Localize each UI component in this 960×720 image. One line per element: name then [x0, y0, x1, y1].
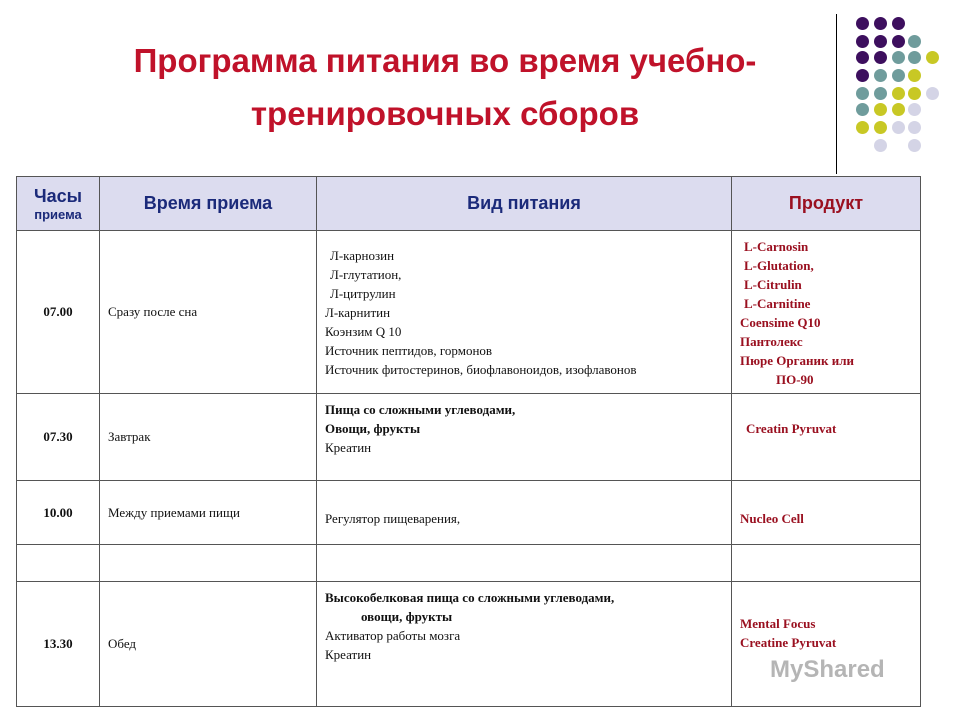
food-item: Источник пептидов, гормонов: [325, 342, 493, 358]
decorative-dot: [856, 121, 869, 134]
header-hours-label: Часы: [33, 185, 83, 206]
decorative-dot: [892, 69, 905, 82]
product-item: L-Carnosin: [744, 239, 809, 254]
hour: 10.00: [17, 481, 100, 545]
header-hours: [17, 177, 100, 231]
table-row: [17, 582, 921, 707]
decorative-dot: [856, 51, 869, 64]
food: Регулятор пищеварения,: [317, 481, 732, 545]
decorative-dot: [856, 35, 869, 48]
decorative-dot: [908, 51, 921, 64]
empty-cell: [732, 545, 921, 582]
decorative-dot: [892, 51, 905, 64]
food: [317, 582, 732, 707]
decorative-dot: [856, 103, 869, 116]
when: Между приемами пищи: [100, 481, 317, 545]
table-header: [17, 177, 921, 231]
decorative-dot: [874, 103, 887, 116]
product: [732, 231, 921, 394]
hour: 07.00: [17, 231, 100, 394]
when: Сразу после сна: [100, 231, 317, 394]
decorative-dot: [874, 35, 887, 48]
product-item: Пюре Органик или: [740, 353, 855, 368]
product-item: Пантолекс: [740, 334, 803, 349]
header-product: Продукт: [732, 177, 921, 231]
food: [317, 231, 732, 394]
decorative-dot: [908, 69, 921, 82]
product: [732, 394, 921, 481]
decorative-dot: [908, 87, 921, 100]
watermark: MyShared: [770, 656, 885, 683]
decorative-dot: [908, 139, 921, 152]
food-item: Коэнзим Q 10: [325, 323, 402, 339]
decorative-dot: [908, 121, 921, 134]
product-item: ПО-90: [776, 372, 814, 387]
decorative-dot: [892, 87, 905, 100]
food-item: Л-глутатион,: [330, 266, 402, 282]
decorative-dot: [874, 69, 887, 82]
food-item: Высокобелковая пища со сложными углеводами,: [325, 590, 615, 605]
table-row: [17, 231, 921, 394]
food-item: Креатин: [325, 440, 372, 455]
empty-cell: [17, 545, 100, 582]
nutrition-table: [16, 176, 921, 707]
product: [732, 481, 921, 545]
decorative-dot: [874, 87, 887, 100]
decorative-dot: [856, 69, 869, 82]
decorative-dot: [926, 87, 939, 100]
product-item: Creatin Pyruvat: [746, 421, 837, 436]
food-item: овощи, фрукты: [361, 609, 453, 624]
decorative-dot: [874, 17, 887, 30]
empty-cell: [317, 545, 732, 582]
decorative-dot: [926, 51, 939, 64]
food-item: Л-цитрулин: [330, 285, 396, 301]
product-item: L-Glutation,: [744, 258, 814, 273]
decorative-dot: [856, 17, 869, 30]
hour: 13.30: [17, 582, 100, 707]
product-item: Creatine Pyruvat: [740, 635, 837, 650]
decorative-dot: [892, 35, 905, 48]
product-item: Mental Focus: [740, 616, 816, 631]
decorative-dot: [874, 51, 887, 64]
decorative-dot: [908, 35, 921, 48]
food-item: Л-карнитин: [325, 304, 391, 320]
page-title: Программа питания во время учебно-тренировочных сборов: [133, 42, 757, 132]
decorative-dot: [908, 103, 921, 116]
table-row: [17, 394, 921, 481]
hour: 07.30: [17, 394, 100, 481]
product: [732, 582, 921, 707]
product-item: L-Citrulin: [744, 277, 802, 292]
food-item: Овощи, фрукты: [325, 421, 421, 436]
decorative-dot: [892, 17, 905, 30]
decorative-dot: [892, 121, 905, 134]
product-item: Nucleo Cell: [740, 511, 804, 526]
product-item: Coensime Q10: [740, 315, 821, 330]
decorative-dot: [856, 87, 869, 100]
when: Завтрак: [100, 394, 317, 481]
when: Обед: [100, 582, 317, 707]
table-row-empty: [17, 545, 921, 582]
header-hours-sub: приема: [34, 206, 82, 222]
food-item: Активатор работы мозга: [325, 628, 461, 643]
table-row: [17, 481, 921, 545]
decorative-dot: [892, 103, 905, 116]
food-item: Пища со сложными углеводами,: [325, 402, 516, 417]
header-type: Вид питания: [317, 177, 732, 231]
food-item: Креатин: [325, 647, 372, 662]
divider: [836, 14, 837, 174]
header-time: Время приема: [100, 177, 317, 231]
food: [317, 394, 732, 481]
decorative-dot: [874, 121, 887, 134]
empty-cell: [100, 545, 317, 582]
food-item: Источник фитостеринов, биофлавоноидов, изофлавонов: [325, 361, 637, 377]
product-item: L-Carnitine: [744, 296, 811, 311]
decorative-dot: [874, 139, 887, 152]
food-item: Л-карнозин: [330, 247, 395, 263]
